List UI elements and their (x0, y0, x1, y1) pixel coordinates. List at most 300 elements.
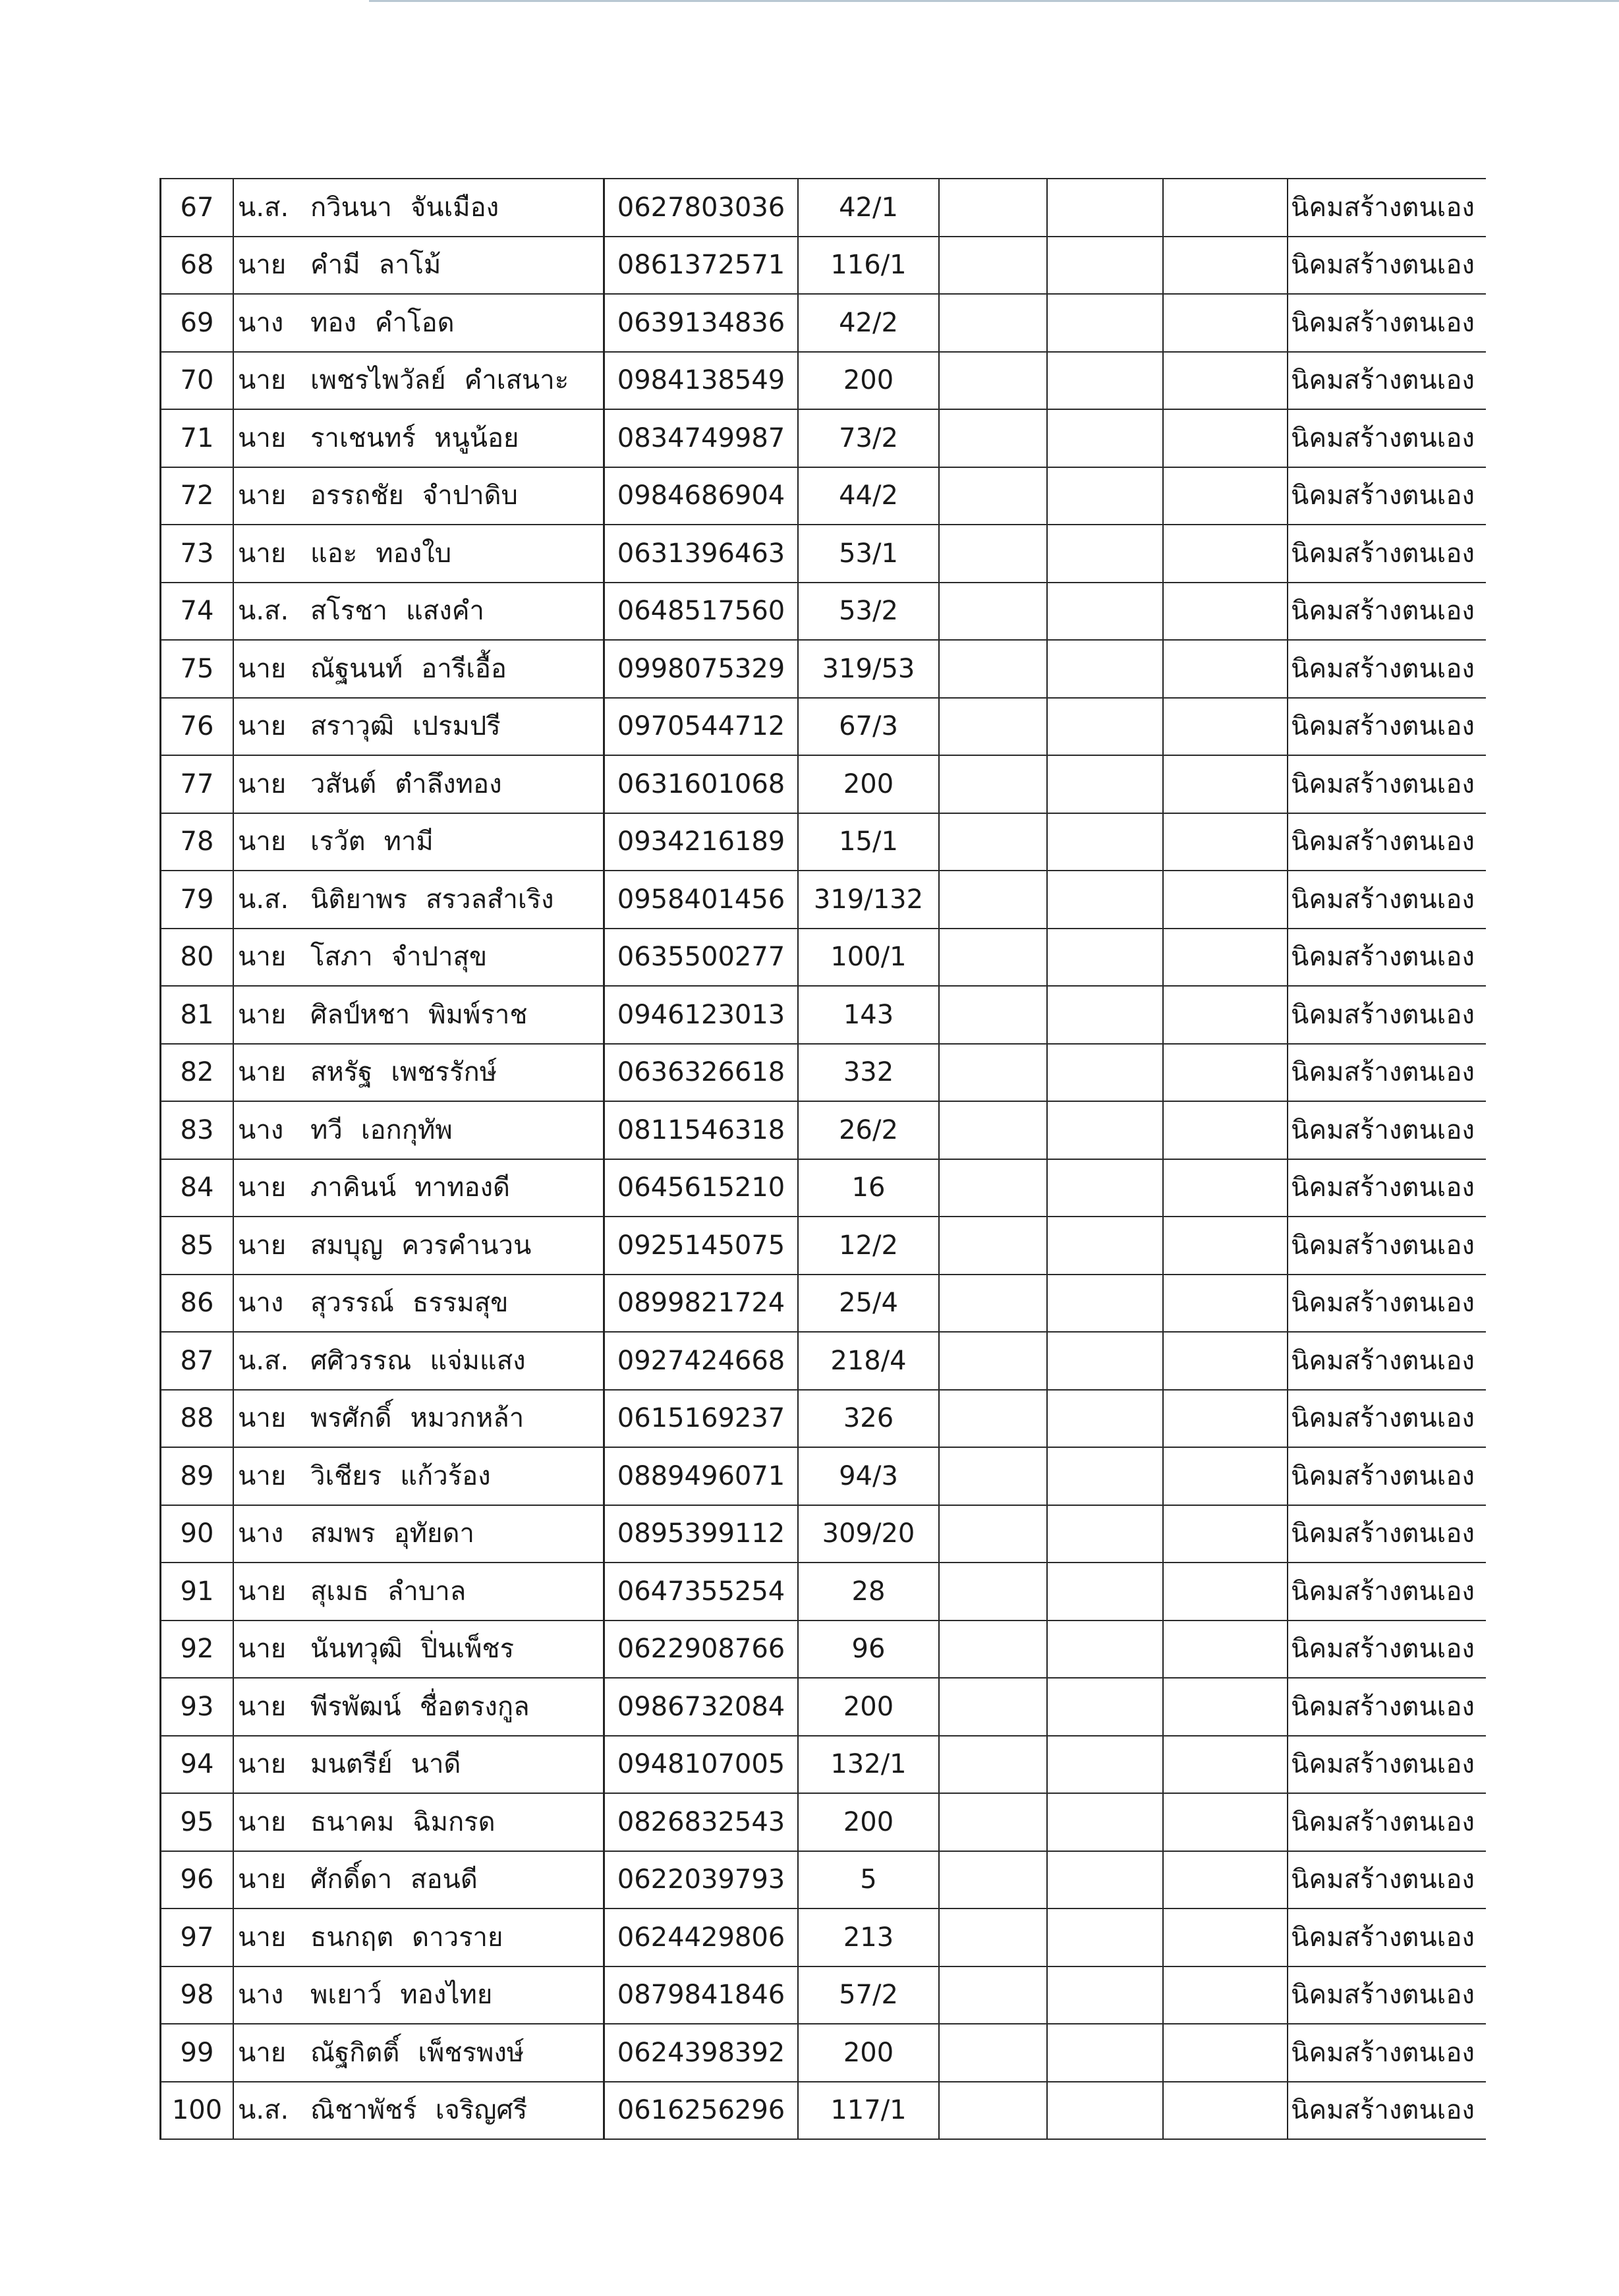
phone-cell: 0622039793 (604, 1851, 799, 1909)
house-number-cell: 67/3 (798, 698, 939, 756)
empty-cell (1163, 813, 1288, 871)
phone-cell: 0861372571 (604, 237, 799, 295)
settlement-cell: นิคมสร้างตนเอง (1288, 1966, 1486, 2024)
empty-cell (939, 2024, 1047, 2082)
empty-cell (939, 467, 1047, 525)
house-number-cell: 132/1 (798, 1736, 939, 1794)
full-name-cell (233, 1275, 604, 1333)
empty-cell (1163, 1159, 1288, 1217)
full-name-cell (233, 1563, 604, 1621)
empty-cell (1047, 525, 1163, 583)
empty-cell (1163, 871, 1288, 929)
settlement-cell: นิคมสร้างตนเอง (1288, 2082, 1486, 2140)
name-prefix: นาง (238, 1114, 284, 1145)
empty-cell (939, 1909, 1047, 1966)
phone-cell: 0934216189 (604, 813, 799, 871)
last-name: หมวกหล้า (410, 1403, 525, 1434)
phone-cell: 0616256296 (604, 2082, 799, 2140)
empty-cell (1163, 1275, 1288, 1333)
last-name: จำปาดิบ (422, 480, 518, 511)
house-number-cell: 15/1 (798, 813, 939, 871)
last-name: ชื่อตรงกูล (419, 1691, 530, 1722)
first-name: นิติยาพร (310, 884, 408, 915)
empty-cell (939, 813, 1047, 871)
empty-cell (1047, 1101, 1163, 1159)
empty-cell (1047, 294, 1163, 352)
empty-cell (1047, 1909, 1163, 1966)
empty-cell (1163, 1217, 1288, 1275)
empty-cell (1047, 813, 1163, 871)
row-number-cell: 71 (161, 409, 234, 467)
full-name-cell (233, 2082, 604, 2140)
settlement-cell: นิคมสร้างตนเอง (1288, 1332, 1486, 1390)
first-name: ณัฐกิตติ์ (310, 2037, 400, 2068)
empty-cell (939, 2082, 1047, 2140)
name-prefix: นาย (238, 1634, 287, 1665)
row-number-cell: 68 (161, 237, 234, 295)
empty-cell (939, 237, 1047, 295)
phone-cell: 0889496071 (604, 1447, 799, 1505)
empty-cell (1163, 640, 1288, 698)
empty-cell (1163, 755, 1288, 813)
empty-cell (939, 1332, 1047, 1390)
full-name-cell (233, 1159, 604, 1217)
empty-cell (1047, 986, 1163, 1044)
house-number-cell: 332 (798, 1044, 939, 1102)
house-number-cell: 42/1 (798, 179, 939, 237)
row-number-cell: 78 (161, 813, 234, 871)
table-row (161, 1217, 1487, 1275)
empty-cell (1047, 467, 1163, 525)
name-prefix: นาย (238, 538, 287, 569)
house-number-cell: 200 (798, 2024, 939, 2082)
empty-cell (939, 929, 1047, 987)
name-prefix: นาง (238, 307, 284, 338)
table-row (161, 237, 1487, 295)
phone-cell: 0645615210 (604, 1159, 799, 1217)
last-name: เพ็ชรพงษ์ (418, 2037, 525, 2068)
first-name: ทวี (310, 1114, 343, 1145)
empty-cell (939, 1275, 1047, 1333)
first-name: ศศิวรรณ (310, 1345, 412, 1376)
table-row (161, 871, 1487, 929)
first-name: สุเมธ (310, 1576, 369, 1607)
full-name-cell (233, 525, 604, 583)
settlement-cell: นิคมสร้างตนเอง (1288, 1563, 1486, 1621)
phone-cell: 0631601068 (604, 755, 799, 813)
name-prefix: นาย (238, 768, 287, 799)
full-name-cell (233, 352, 604, 410)
name-prefix: น.ส. (238, 596, 289, 627)
row-number-cell: 91 (161, 1563, 234, 1621)
house-number-cell: 26/2 (798, 1101, 939, 1159)
first-name: พรศักดิ์ (310, 1403, 392, 1434)
settlement-cell: นิคมสร้างตนเอง (1288, 871, 1486, 929)
full-name-cell (233, 1678, 604, 1736)
name-prefix: นาย (238, 250, 287, 281)
last-name: แสงคำ (406, 596, 484, 627)
row-number-cell: 95 (161, 1793, 234, 1851)
house-number-cell: 143 (798, 986, 939, 1044)
row-number-cell: 79 (161, 871, 234, 929)
table-row (161, 1851, 1487, 1909)
house-number-cell: 218/4 (798, 1332, 939, 1390)
row-number-cell: 69 (161, 294, 234, 352)
empty-cell (1163, 2082, 1288, 2140)
house-number-cell: 42/2 (798, 294, 939, 352)
full-name-cell (233, 1736, 604, 1794)
house-number-cell: 94/3 (798, 1447, 939, 1505)
phone-cell: 0631396463 (604, 525, 799, 583)
empty-cell (939, 352, 1047, 410)
empty-cell (1163, 525, 1288, 583)
house-number-cell: 200 (798, 755, 939, 813)
last-name: แจ่มแสง (430, 1345, 526, 1376)
settlement-cell: นิคมสร้างตนเอง (1288, 2024, 1486, 2082)
house-number-cell: 44/2 (798, 467, 939, 525)
last-name: เปรมปรี (412, 711, 501, 742)
empty-cell (1047, 2082, 1163, 2140)
empty-cell (1047, 640, 1163, 698)
settlement-cell: นิคมสร้างตนเอง (1288, 1159, 1486, 1217)
last-name: ธรรมสุข (412, 1288, 509, 1319)
table-row (161, 467, 1487, 525)
house-number-cell: 28 (798, 1563, 939, 1621)
table-row (161, 1332, 1487, 1390)
empty-cell (939, 1621, 1047, 1679)
last-name: ทองใบ (376, 538, 452, 569)
table-row (161, 986, 1487, 1044)
settlement-cell: นิคมสร้างตนเอง (1288, 1390, 1486, 1448)
full-name-cell (233, 1101, 604, 1159)
row-number-cell: 90 (161, 1505, 234, 1563)
empty-cell (1047, 409, 1163, 467)
house-number-cell: 213 (798, 1909, 939, 1966)
settlement-cell: นิคมสร้างตนเอง (1288, 1044, 1486, 1102)
row-number-cell: 75 (161, 640, 234, 698)
empty-cell (1047, 1563, 1163, 1621)
first-name: ภาคินน์ (310, 1172, 397, 1203)
first-name: สโรชา (310, 596, 387, 627)
empty-cell (1163, 294, 1288, 352)
name-prefix: นาย (238, 1460, 287, 1491)
name-prefix: นาย (238, 1806, 287, 1837)
empty-cell (1163, 1044, 1288, 1102)
full-name-cell (233, 1390, 604, 1448)
table-row (161, 755, 1487, 813)
name-prefix: นาย (238, 826, 287, 857)
table-row (161, 583, 1487, 641)
empty-cell (939, 640, 1047, 698)
empty-cell (939, 583, 1047, 641)
phone-cell: 0624429806 (604, 1909, 799, 1966)
house-number-cell: 96 (798, 1621, 939, 1679)
phone-cell: 0895399112 (604, 1505, 799, 1563)
full-name-cell (233, 1621, 604, 1679)
empty-cell (1047, 1044, 1163, 1102)
empty-cell (1163, 1621, 1288, 1679)
table-row (161, 1736, 1487, 1794)
empty-cell (939, 1851, 1047, 1909)
name-prefix: น.ส. (238, 884, 289, 915)
settlement-cell: นิคมสร้างตนเอง (1288, 525, 1486, 583)
empty-cell (939, 1793, 1047, 1851)
phone-cell: 0826832543 (604, 1793, 799, 1851)
full-name-cell (233, 1966, 604, 2024)
row-number-cell: 80 (161, 929, 234, 987)
name-prefix: นาย (238, 480, 287, 511)
first-name: สุวรรณ์ (310, 1288, 394, 1319)
house-number-cell: 319/53 (798, 640, 939, 698)
phone-cell: 0647355254 (604, 1563, 799, 1621)
first-name: สราวุฒิ (310, 711, 394, 742)
settlement-cell: นิคมสร้างตนเอง (1288, 986, 1486, 1044)
full-name-cell (233, 294, 604, 352)
phone-cell: 0899821724 (604, 1275, 799, 1333)
first-name: สหรัฐ (310, 1057, 373, 1088)
settlement-cell: นิคมสร้างตนเอง (1288, 294, 1486, 352)
phone-cell: 0622908766 (604, 1621, 799, 1679)
last-name: อุทัยดา (393, 1518, 474, 1549)
empty-cell (1163, 409, 1288, 467)
last-name: เพชรรักษ์ (391, 1057, 497, 1088)
row-number-cell: 76 (161, 698, 234, 756)
first-name: แอะ (310, 538, 358, 569)
phone-cell: 0970544712 (604, 698, 799, 756)
last-name: คำโอด (374, 307, 455, 338)
first-name: พเยาว์ (310, 1980, 382, 2011)
table-row (161, 179, 1487, 237)
row-number-cell: 89 (161, 1447, 234, 1505)
phone-cell: 0627803036 (604, 179, 799, 237)
last-name: ควรคำนวน (401, 1230, 532, 1261)
table-row (161, 1678, 1487, 1736)
roster-body (161, 179, 1487, 2139)
empty-cell (939, 1159, 1047, 1217)
empty-cell (1163, 583, 1288, 641)
empty-cell (1047, 1621, 1163, 1679)
settlement-cell: นิคมสร้างตนเอง (1288, 1505, 1486, 1563)
house-number-cell: 100/1 (798, 929, 939, 987)
empty-cell (1047, 352, 1163, 410)
phone-cell: 0636326618 (604, 1044, 799, 1102)
full-name-cell (233, 1332, 604, 1390)
name-prefix: นาย (238, 2037, 287, 2068)
house-number-cell: 319/132 (798, 871, 939, 929)
empty-cell (1163, 1966, 1288, 2024)
row-number-cell: 94 (161, 1736, 234, 1794)
table-row (161, 352, 1487, 410)
house-number-cell: 12/2 (798, 1217, 939, 1275)
settlement-cell: นิคมสร้างตนเอง (1288, 1793, 1486, 1851)
settlement-cell: นิคมสร้างตนเอง (1288, 1736, 1486, 1794)
row-number-cell: 81 (161, 986, 234, 1044)
full-name-cell (233, 755, 604, 813)
full-name-cell (233, 929, 604, 987)
first-name: อรรถชัย (310, 480, 404, 511)
table-row (161, 409, 1487, 467)
empty-cell (939, 409, 1047, 467)
settlement-cell: นิคมสร้างตนเอง (1288, 698, 1486, 756)
empty-cell (1047, 929, 1163, 987)
full-name-cell (233, 1505, 604, 1563)
empty-cell (1047, 1736, 1163, 1794)
row-number-cell: 100 (161, 2082, 234, 2140)
last-name: ทามี (383, 826, 434, 857)
full-name-cell (233, 871, 604, 929)
empty-cell (939, 1563, 1047, 1621)
settlement-cell: นิคมสร้างตนเอง (1288, 467, 1486, 525)
house-number-cell: 309/20 (798, 1505, 939, 1563)
empty-cell (1047, 1966, 1163, 2024)
empty-cell (1163, 352, 1288, 410)
full-name-cell (233, 467, 604, 525)
name-prefix: นาย (238, 1576, 287, 1607)
first-name: เรวัต (310, 826, 366, 857)
settlement-cell: นิคมสร้างตนเอง (1288, 583, 1486, 641)
name-prefix: นาง (238, 1288, 284, 1319)
first-name: โสภา (310, 942, 373, 973)
settlement-cell: นิคมสร้างตนเอง (1288, 1851, 1486, 1909)
name-prefix: นาย (238, 1172, 287, 1203)
first-name: มนตรีย์ (310, 1749, 393, 1780)
row-number-cell: 92 (161, 1621, 234, 1679)
phone-cell: 0639134836 (604, 294, 799, 352)
name-prefix: นาย (238, 1230, 287, 1261)
phone-cell: 0615169237 (604, 1390, 799, 1448)
settlement-cell: นิคมสร้างตนเอง (1288, 1447, 1486, 1505)
table-row (161, 2024, 1487, 2082)
settlement-cell: นิคมสร้างตนเอง (1288, 179, 1486, 237)
empty-cell (1163, 1447, 1288, 1505)
first-name: ธนาคม (310, 1806, 395, 1837)
last-name: อารีเอื้อ (421, 653, 507, 684)
first-name: ราเชนทร์ (310, 422, 416, 453)
scan-edge-line (369, 0, 1619, 2)
row-number-cell: 77 (161, 755, 234, 813)
first-name: คำมี (310, 250, 360, 281)
house-number-cell: 57/2 (798, 1966, 939, 2024)
empty-cell (1163, 1332, 1288, 1390)
name-prefix: นาย (238, 1749, 287, 1780)
table-row (161, 1390, 1487, 1448)
phone-cell: 0811546318 (604, 1101, 799, 1159)
last-name: คำเสนาะ (464, 365, 569, 396)
empty-cell (939, 179, 1047, 237)
name-prefix: นาย (238, 1057, 287, 1088)
first-name: ณิชาพัชร์ (310, 2095, 417, 2126)
last-name: จันเมือง (410, 192, 499, 223)
first-name: ณัฐนนท์ (310, 653, 403, 684)
phone-cell: 0925145075 (604, 1217, 799, 1275)
settlement-cell: นิคมสร้างตนเอง (1288, 1909, 1486, 1966)
table-row (161, 698, 1487, 756)
house-number-cell: 200 (798, 352, 939, 410)
last-name: เจริญศรี (435, 2095, 528, 2126)
phone-cell: 0927424668 (604, 1332, 799, 1390)
phone-cell: 0648517560 (604, 583, 799, 641)
first-name: เพชรไพวัลย์ (310, 365, 446, 396)
empty-cell (939, 1217, 1047, 1275)
table-row (161, 1793, 1487, 1851)
empty-cell (939, 871, 1047, 929)
empty-cell (939, 525, 1047, 583)
empty-cell (1163, 1563, 1288, 1621)
row-number-cell: 72 (161, 467, 234, 525)
empty-cell (1163, 179, 1288, 237)
table-row (161, 1275, 1487, 1333)
empty-cell (1047, 1678, 1163, 1736)
name-prefix: น.ส. (238, 2095, 289, 2126)
row-number-cell: 96 (161, 1851, 234, 1909)
row-number-cell: 87 (161, 1332, 234, 1390)
settlement-cell: นิคมสร้างตนเอง (1288, 813, 1486, 871)
empty-cell (1047, 1793, 1163, 1851)
phone-cell: 0635500277 (604, 929, 799, 987)
table-row (161, 1447, 1487, 1505)
full-name-cell (233, 2024, 604, 2082)
table-row (161, 640, 1487, 698)
table-row (161, 1563, 1487, 1621)
table-row (161, 1505, 1487, 1563)
empty-cell (939, 755, 1047, 813)
full-name-cell (233, 237, 604, 295)
empty-cell (1047, 755, 1163, 813)
name-prefix: น.ส. (238, 1345, 289, 1376)
row-number-cell: 70 (161, 352, 234, 410)
empty-cell (1163, 698, 1288, 756)
name-prefix: นาง (238, 1518, 284, 1549)
table-row (161, 1909, 1487, 1966)
full-name-cell (233, 1217, 604, 1275)
name-prefix: นาย (238, 942, 287, 973)
table-row (161, 1101, 1487, 1159)
first-name: พีรพัฒน์ (310, 1691, 401, 1722)
empty-cell (1047, 1332, 1163, 1390)
empty-cell (1163, 2024, 1288, 2082)
full-name-cell (233, 813, 604, 871)
empty-cell (1163, 1736, 1288, 1794)
roster-table (159, 178, 1486, 2140)
row-number-cell: 82 (161, 1044, 234, 1102)
empty-cell (939, 1505, 1047, 1563)
empty-cell (939, 986, 1047, 1044)
last-name: สรวลสำเริง (426, 884, 554, 915)
house-number-cell: 5 (798, 1851, 939, 1909)
full-name-cell (233, 1851, 604, 1909)
empty-cell (1163, 1851, 1288, 1909)
last-name: ปิ่นเพ็ชร (420, 1634, 515, 1665)
phone-cell: 0834749987 (604, 409, 799, 467)
empty-cell (1163, 1390, 1288, 1448)
empty-cell (1047, 1851, 1163, 1909)
settlement-cell: นิคมสร้างตนเอง (1288, 1678, 1486, 1736)
full-name-cell (233, 640, 604, 698)
house-number-cell: 16 (798, 1159, 939, 1217)
row-number-cell: 86 (161, 1275, 234, 1333)
row-number-cell: 84 (161, 1159, 234, 1217)
first-name: ศิลป์หชา (310, 999, 411, 1030)
empty-cell (1047, 1390, 1163, 1448)
settlement-cell: นิคมสร้างตนเอง (1288, 409, 1486, 467)
full-name-cell (233, 986, 604, 1044)
empty-cell (939, 1678, 1047, 1736)
phone-cell: 0998075329 (604, 640, 799, 698)
last-name: เอกกุทัพ (360, 1114, 453, 1145)
empty-cell (1047, 1275, 1163, 1333)
settlement-cell: นิคมสร้างตนเอง (1288, 1101, 1486, 1159)
settlement-cell: นิคมสร้างตนเอง (1288, 1217, 1486, 1275)
